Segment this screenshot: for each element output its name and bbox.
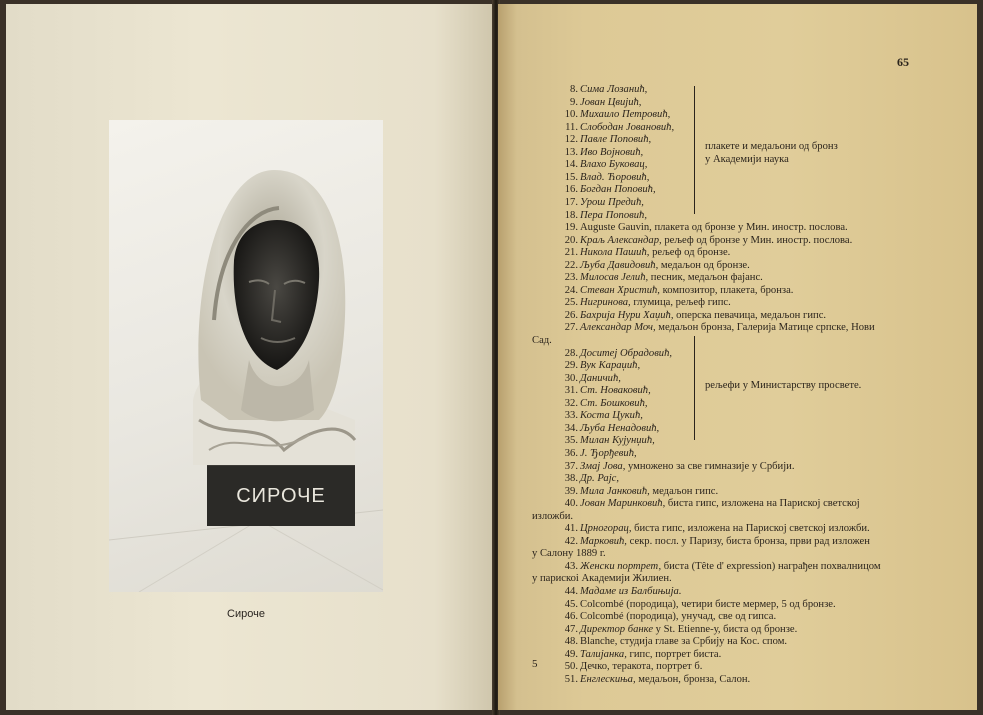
entry-text xyxy=(580,348,672,361)
entry-text xyxy=(580,649,721,662)
entry-name: Др. Рајс, xyxy=(580,473,619,485)
entry-description: Colcombé (породица), унучад, све од гипса. xyxy=(580,611,777,623)
entry-number: 50. xyxy=(564,661,578,673)
entry-number: 20. xyxy=(564,234,578,246)
right-page xyxy=(498,4,977,710)
entry-name: Љуба Ненадовић, xyxy=(580,422,660,434)
entry-text xyxy=(580,184,656,197)
entry-number: 42. xyxy=(564,535,578,547)
entry-name: Нигринова, xyxy=(580,297,631,309)
entry-text xyxy=(580,260,750,273)
entry-number: 48. xyxy=(564,636,578,648)
entry-text xyxy=(580,498,860,511)
entry-number: 23. xyxy=(564,272,578,284)
entry-number: 13. xyxy=(564,146,578,158)
entry-number: 8. xyxy=(570,84,578,95)
entry-name: J. Ђорђевић, xyxy=(580,447,637,459)
entry-text xyxy=(580,523,870,536)
entry-number: 29. xyxy=(564,360,578,372)
entry-description: Blanche, студија главе за Србију на Кос. спом. xyxy=(580,636,788,648)
entry-description: умножено за све гимназије у Србији. xyxy=(625,460,795,472)
entry-description: медаљон од бронзе. xyxy=(658,259,750,271)
entry-name: Милан Кујунџић, xyxy=(580,435,655,447)
entry-text xyxy=(580,398,648,411)
entry-number: 30. xyxy=(564,372,578,384)
entry-text xyxy=(532,548,606,561)
entry-text xyxy=(580,624,797,637)
entry-number: 38. xyxy=(564,473,578,485)
entry-name: Михаило Петровић, xyxy=(580,109,671,121)
entry-number: 11. xyxy=(565,121,578,133)
entry-text xyxy=(580,423,659,436)
entry-name: Влад. Ћоровић, xyxy=(580,171,650,183)
entry-text xyxy=(580,210,647,223)
entry-text xyxy=(580,247,730,260)
entry-number: 41. xyxy=(564,523,578,535)
entry-text xyxy=(532,511,573,524)
left-page xyxy=(6,4,494,710)
entry-name: Енглескиња, xyxy=(580,673,636,685)
brace-line-2 xyxy=(694,336,695,440)
entry-number: 44. xyxy=(564,586,578,597)
entry-text xyxy=(580,373,621,386)
entry-text xyxy=(580,235,852,248)
entry-number: 51. xyxy=(564,673,578,685)
entry-description: композитор, плакета, бронза. xyxy=(659,284,794,296)
entry-text xyxy=(580,134,651,147)
entry-number: 34. xyxy=(564,422,578,434)
entry-number: 12. xyxy=(564,134,578,146)
entry-description: медаљон бронза, Галерија Матице српске, Нови xyxy=(655,322,875,334)
entry-text xyxy=(580,410,643,423)
bust-photograph xyxy=(109,120,383,592)
entry-number: 49. xyxy=(564,648,578,660)
entry-number: 33. xyxy=(564,410,578,422)
entry-text xyxy=(580,536,870,549)
entry-number: 35. xyxy=(564,435,578,447)
entry-name: Урош Предић, xyxy=(580,196,644,208)
entry-name: Александар Моч, xyxy=(580,322,656,334)
entry-name: Мила Јанковић, xyxy=(580,485,650,497)
entry-text xyxy=(580,297,731,310)
entry-text xyxy=(580,611,776,624)
entry-name: Бахрија Нури Хаџић, xyxy=(580,309,674,321)
entry-name: Вук Караџић, xyxy=(580,360,641,372)
entry-number: 10. xyxy=(564,109,578,121)
bust-illustration xyxy=(109,120,383,592)
entry-text xyxy=(580,360,640,373)
bust-inscription: СИРОЧЕ xyxy=(236,485,326,507)
entry-text xyxy=(580,84,647,97)
entry-number: 18. xyxy=(564,209,578,221)
entry-name: Иво Војновић, xyxy=(580,146,644,158)
entry-number: 45. xyxy=(564,598,578,610)
entry-name: Богдан Поповић, xyxy=(580,184,656,196)
entry-number: 27. xyxy=(564,322,578,334)
photo-caption: Сироче xyxy=(227,608,265,620)
entry-number: 16. xyxy=(564,184,578,196)
entry-text xyxy=(580,473,619,486)
entry-name: Сима Лозанић, xyxy=(580,84,648,95)
entry-text xyxy=(580,599,836,612)
entry-text xyxy=(580,147,643,160)
brace-line-1 xyxy=(694,86,695,214)
entry-text xyxy=(580,448,637,461)
entry-text xyxy=(580,586,681,599)
entry-name: Талијанка, xyxy=(580,648,627,660)
entry-number: 9. xyxy=(570,96,578,108)
entry-name: Коста Цукић, xyxy=(580,410,643,422)
entry-name: Директор банке xyxy=(580,623,654,635)
entry-name: Ст. Новаковић, xyxy=(580,385,651,397)
entry-description: у St. Etienne-у, биста од бронзе. xyxy=(653,623,798,635)
entry-name: Милосав Јелић, xyxy=(580,272,649,284)
entry-text xyxy=(580,636,787,649)
entry-number: 40. xyxy=(564,498,578,510)
entry-description: Colcombé (породица), четири бисте мермер, 5 од бронзе. xyxy=(580,598,836,610)
entry-name: Љуба Давидовић, xyxy=(580,259,659,271)
entry-number: 22. xyxy=(564,259,578,271)
entry-description: у парискоі Академији Жилиен. xyxy=(532,573,672,585)
entry-text xyxy=(532,335,552,348)
entry-text xyxy=(580,661,702,674)
entry-description: Дечко, теракота, портрет б. xyxy=(580,661,703,673)
entry-text xyxy=(580,310,826,323)
entry-text xyxy=(580,97,641,110)
entry-description: медаљон, бронза, Салон. xyxy=(635,673,751,685)
brace-label-1-line-2: у Академији наука xyxy=(705,154,789,165)
entry-text xyxy=(580,122,674,135)
entry-name: Слободан Јовановић, xyxy=(580,121,675,133)
entry-text xyxy=(580,272,763,285)
entry-text xyxy=(580,385,651,398)
entry-name: Ст. Бошковић, xyxy=(580,397,648,409)
entry-number: 36. xyxy=(564,447,578,459)
entry-number: 17. xyxy=(564,196,578,208)
entry-number: 47. xyxy=(564,623,578,635)
entry-text xyxy=(580,486,718,499)
brace-label-2 xyxy=(705,379,861,392)
signature-mark: 5 xyxy=(532,658,538,670)
entry-name: Црногорац, xyxy=(580,523,632,535)
entry-description: Сад. xyxy=(532,335,552,346)
entry-number: 31. xyxy=(564,385,578,397)
entry-description: оперска певачица, медаљон гипс. xyxy=(673,309,827,321)
entry-name: Пера Поповић, xyxy=(580,209,647,221)
entry-text xyxy=(532,573,672,586)
entry-description: рељеф од бронзе у Мин. иностр. послова. xyxy=(661,234,853,246)
entry-description: рељеф од бронзе. xyxy=(649,247,731,259)
entry-number: 28. xyxy=(564,347,578,359)
entry-text xyxy=(580,222,848,235)
entry-description: Auguste Gauvin, плакета од бронзе у Мин. иностр. послова. xyxy=(580,222,848,234)
entry-description: секр. посл. у Паризу, биста бронза, први рад изложен xyxy=(626,535,870,547)
entry-text xyxy=(580,285,793,298)
entry-description: гипс, портрет биста. xyxy=(626,648,722,660)
entry-name: Никола Пашић, xyxy=(580,247,650,259)
entry-text xyxy=(580,197,644,210)
entry-description: глумица, рељеф гипс. xyxy=(630,297,731,309)
entry-description: у Салону 1889 г. xyxy=(532,548,606,560)
entry-name: Јован Маринковић, xyxy=(580,498,666,510)
brace-label-2-line-1: рељефи у Министарству просвете. xyxy=(705,380,862,391)
entry-name: Влахо Буковац, xyxy=(580,159,648,171)
entry-name: Краљ Александар, xyxy=(580,234,662,246)
page-number: 65 xyxy=(897,55,909,69)
entry-number: 37. xyxy=(564,460,578,472)
entry-name: Женски портрет, xyxy=(580,560,662,572)
entry-text xyxy=(580,561,881,574)
entry-name: Доситеј Обрадовић, xyxy=(580,347,673,359)
entry-text xyxy=(580,674,750,687)
entry-number: 14. xyxy=(564,159,578,171)
entry-name: Јован Цвијић, xyxy=(580,96,642,108)
entry-text xyxy=(580,435,655,448)
entry-number: 43. xyxy=(564,560,578,572)
entry-name: Марковић, xyxy=(580,535,627,547)
entry-description: медаљон гипс. xyxy=(649,485,719,497)
entry-description: биста (Tête d' expression) награђен похвалницом xyxy=(661,560,881,572)
entry-name: Змај Јова, xyxy=(580,460,626,472)
entry-text xyxy=(580,172,649,185)
entry-text xyxy=(580,109,670,122)
entry-text xyxy=(580,461,794,474)
entry-number: 32. xyxy=(564,397,578,409)
entry-number: 19. xyxy=(564,222,578,234)
entry-text xyxy=(580,322,875,335)
entry-name: Стеван Христић, xyxy=(580,284,660,296)
entry-name: Даничић, xyxy=(580,372,621,384)
brace-label-1 xyxy=(705,140,838,166)
entry-description: биста гипс, изложена на Париској светској xyxy=(665,498,860,510)
entry-number: 21. xyxy=(564,247,578,259)
entry-text xyxy=(580,159,647,172)
entry-name: Павле Поповић, xyxy=(580,134,652,146)
entry-number: 25. xyxy=(564,297,578,309)
entry-description: песник, медаљон фајанс. xyxy=(648,272,763,284)
entry-name: Мадаме из Балбињија. xyxy=(580,586,682,597)
entry-number: 15. xyxy=(564,171,578,183)
entry-number: 24. xyxy=(564,284,578,296)
entry-number: 46. xyxy=(564,611,578,623)
brace-label-1-line-1: плакете и медаљони од бронз xyxy=(705,141,838,152)
entry-description: изложби. xyxy=(532,510,574,522)
entry-number: 39. xyxy=(564,485,578,497)
entry-number: 26. xyxy=(564,309,578,321)
entry-description: биста гипс, изложена на Париској светској изложби. xyxy=(631,523,870,535)
